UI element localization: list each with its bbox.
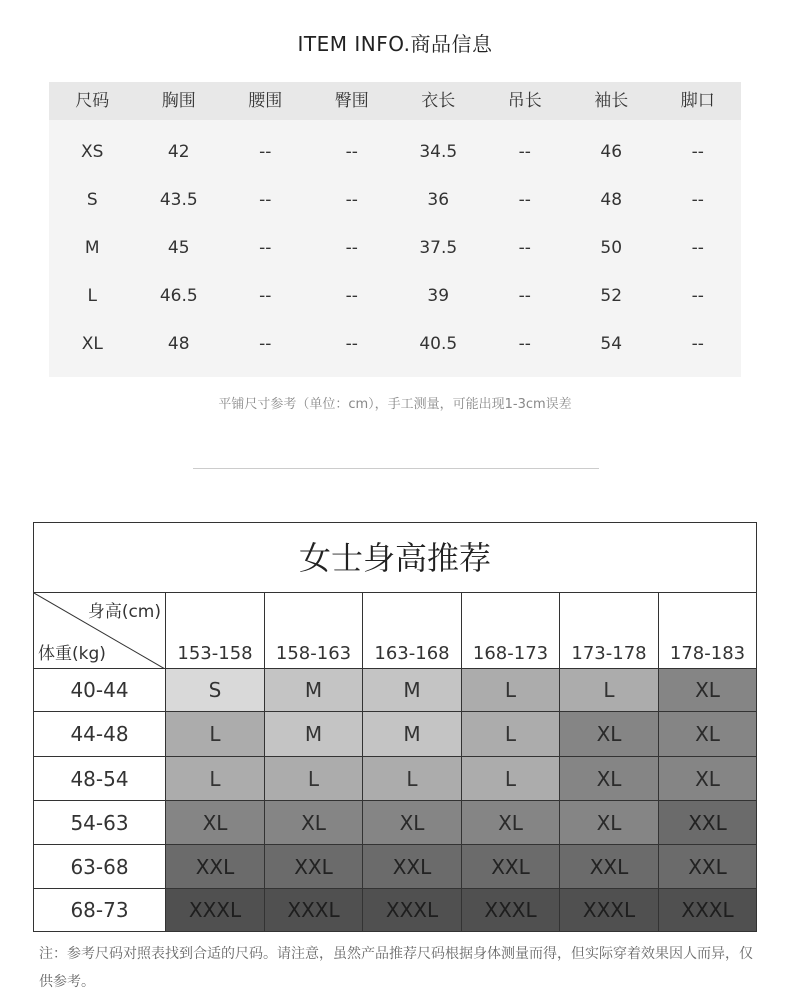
- table-cell: 39: [427, 286, 450, 306]
- table-cell: 36: [427, 190, 450, 210]
- table-cell: 50: [600, 238, 623, 258]
- height-range-label: 178-183: [669, 643, 746, 664]
- height-range-label: 163-168: [374, 643, 450, 664]
- weight-range-label: 40-44: [34, 669, 165, 712]
- recommended-size-cell: XXL: [264, 845, 362, 889]
- table-cell: 48: [167, 334, 190, 354]
- table-cell: 48: [600, 190, 623, 210]
- table-cell: --: [518, 190, 531, 210]
- recommended-size-cell: XXL: [658, 845, 756, 889]
- recommended-size-cell: XXXL: [658, 889, 756, 931]
- recommended-size-cell: XL: [362, 801, 461, 845]
- height-range-header: [461, 593, 559, 669]
- recommended-size-cell: XXL: [559, 845, 658, 889]
- table-cell: --: [259, 142, 272, 162]
- recommended-size-cell: XXXL: [559, 889, 658, 931]
- recommended-size-cell: L: [264, 757, 362, 801]
- table-cell: 40.5: [419, 334, 458, 354]
- table-row: [49, 224, 741, 272]
- recommended-size-cell: XL: [559, 712, 658, 757]
- recommended-size-cell: XL: [461, 801, 559, 845]
- size-chart-header-row: [49, 82, 741, 120]
- recommended-size-cell: L: [461, 669, 559, 712]
- recommendation-title: 女士身高推荐: [34, 523, 756, 593]
- disclaimer-note: 注：参考尺码对照表找到合适的尺码。请注意，虽然产品推荐尺码根据身体测量而得，但实际穿着效果因人而异，仅供参考。: [39, 946, 753, 990]
- recommended-size-cell: XXL: [461, 845, 559, 889]
- recommended-size-cell: XL: [658, 712, 756, 757]
- header-chest: 胸围: [161, 91, 196, 111]
- height-range-label: 173-178: [571, 643, 647, 664]
- table-cell: 43.5: [159, 190, 198, 210]
- table-cell: --: [691, 286, 704, 306]
- recommended-size-cell: XL: [559, 757, 658, 801]
- table-cell: --: [345, 142, 358, 162]
- size-chart-table: [49, 82, 741, 377]
- recommended-size-cell: M: [362, 669, 461, 712]
- table-cell: --: [691, 334, 704, 354]
- weight-range-label: 63-68: [34, 845, 165, 889]
- weight-range-label: 54-63: [34, 801, 165, 845]
- recommended-size-cell: L: [559, 669, 658, 712]
- recommended-size-cell: XL: [264, 801, 362, 845]
- table-cell: --: [691, 238, 704, 258]
- recommended-size-cell: XXL: [165, 845, 264, 889]
- table-cell: XL: [81, 334, 103, 354]
- height-range-header: [362, 593, 461, 669]
- recommended-size-cell: XXL: [658, 801, 756, 845]
- recommended-size-cell: M: [362, 712, 461, 757]
- recommended-size-cell: L: [461, 712, 559, 757]
- table-cell: 52: [600, 286, 623, 306]
- height-range-header: [165, 593, 264, 669]
- table-cell: 34.5: [419, 142, 458, 162]
- height-range-label: 153-158: [177, 643, 253, 664]
- measurement-note: 平铺尺寸参考（单位：cm），手工测量，可能出现1-3cm误差: [218, 397, 572, 412]
- height-range-header: [264, 593, 362, 669]
- recommended-size-cell: M: [264, 712, 362, 757]
- height-range-header: [559, 593, 658, 669]
- recommended-size-cell: XXXL: [264, 889, 362, 931]
- recommended-size-cell: XL: [559, 801, 658, 845]
- table-cell: --: [345, 286, 358, 306]
- corner-header-cell: [34, 593, 165, 669]
- recommended-size-cell: XXXL: [165, 889, 264, 931]
- height-range-label: 158-163: [275, 643, 352, 664]
- recommended-size-cell: XXXL: [461, 889, 559, 931]
- header-hem: 脚口: [680, 91, 715, 111]
- table-cell: --: [518, 334, 531, 354]
- table-cell: --: [518, 238, 531, 258]
- height-range-header: [658, 593, 756, 669]
- weight-range-label: 48-54: [34, 757, 165, 801]
- table-cell: 54: [600, 334, 623, 354]
- table-cell: 45: [167, 238, 190, 258]
- table-row: [49, 320, 741, 368]
- section-divider: [193, 468, 599, 469]
- table-cell: --: [691, 190, 704, 210]
- header-hip: 臀围: [334, 91, 369, 111]
- recommended-size-cell: S: [165, 669, 264, 712]
- size-chart-body: [49, 128, 741, 368]
- table-cell: --: [518, 142, 531, 162]
- table-row: [49, 272, 741, 320]
- header-sleeve: 袖长: [594, 91, 629, 111]
- recommended-size-cell: XL: [658, 669, 756, 712]
- recommended-size-cell: XL: [165, 801, 264, 845]
- header-hanging-length: 吊长: [507, 91, 542, 111]
- table-cell: --: [691, 142, 704, 162]
- recommended-size-cell: M: [264, 669, 362, 712]
- table-cell: --: [518, 286, 531, 306]
- table-cell: 42: [167, 142, 190, 162]
- recommended-size-cell: L: [461, 757, 559, 801]
- table-cell: M: [84, 238, 100, 258]
- weight-axis-label: 体重(kg): [38, 644, 106, 664]
- table-cell: 46.5: [159, 286, 198, 306]
- recommended-size-cell: L: [165, 712, 264, 757]
- table-row: [49, 176, 741, 224]
- recommended-size-cell: L: [165, 757, 264, 801]
- table-cell: S: [86, 190, 98, 210]
- height-weight-recommendation-table: [33, 522, 757, 932]
- height-range-label: 168-173: [472, 643, 549, 664]
- weight-range-label: 68-73: [70, 898, 129, 922]
- weight-range-label: 44-48: [34, 712, 165, 757]
- table-cell: 37.5: [419, 238, 458, 258]
- recommended-size-cell: XXL: [362, 845, 461, 889]
- recommended-size-cell: L: [362, 757, 461, 801]
- header-length: 衣长: [421, 91, 456, 111]
- table-cell: --: [259, 334, 272, 354]
- table-cell: --: [259, 190, 272, 210]
- table-cell: --: [345, 238, 358, 258]
- table-cell: 46: [600, 142, 623, 162]
- header-waist: 腰围: [248, 91, 283, 111]
- table-cell: --: [345, 190, 358, 210]
- height-axis-label: 身高(cm): [87, 602, 161, 622]
- table-cell: L: [87, 286, 97, 306]
- table-cell: --: [259, 286, 272, 306]
- table-cell: XS: [81, 142, 104, 162]
- table-row: [49, 128, 741, 176]
- table-cell: --: [259, 238, 272, 258]
- recommended-size-cell: XXXL: [362, 889, 461, 931]
- page-title: ITEM INFO.商品信息: [297, 32, 493, 56]
- recommended-size-cell: XL: [658, 757, 756, 801]
- header-size: 尺码: [75, 91, 110, 111]
- table-cell: --: [345, 334, 358, 354]
